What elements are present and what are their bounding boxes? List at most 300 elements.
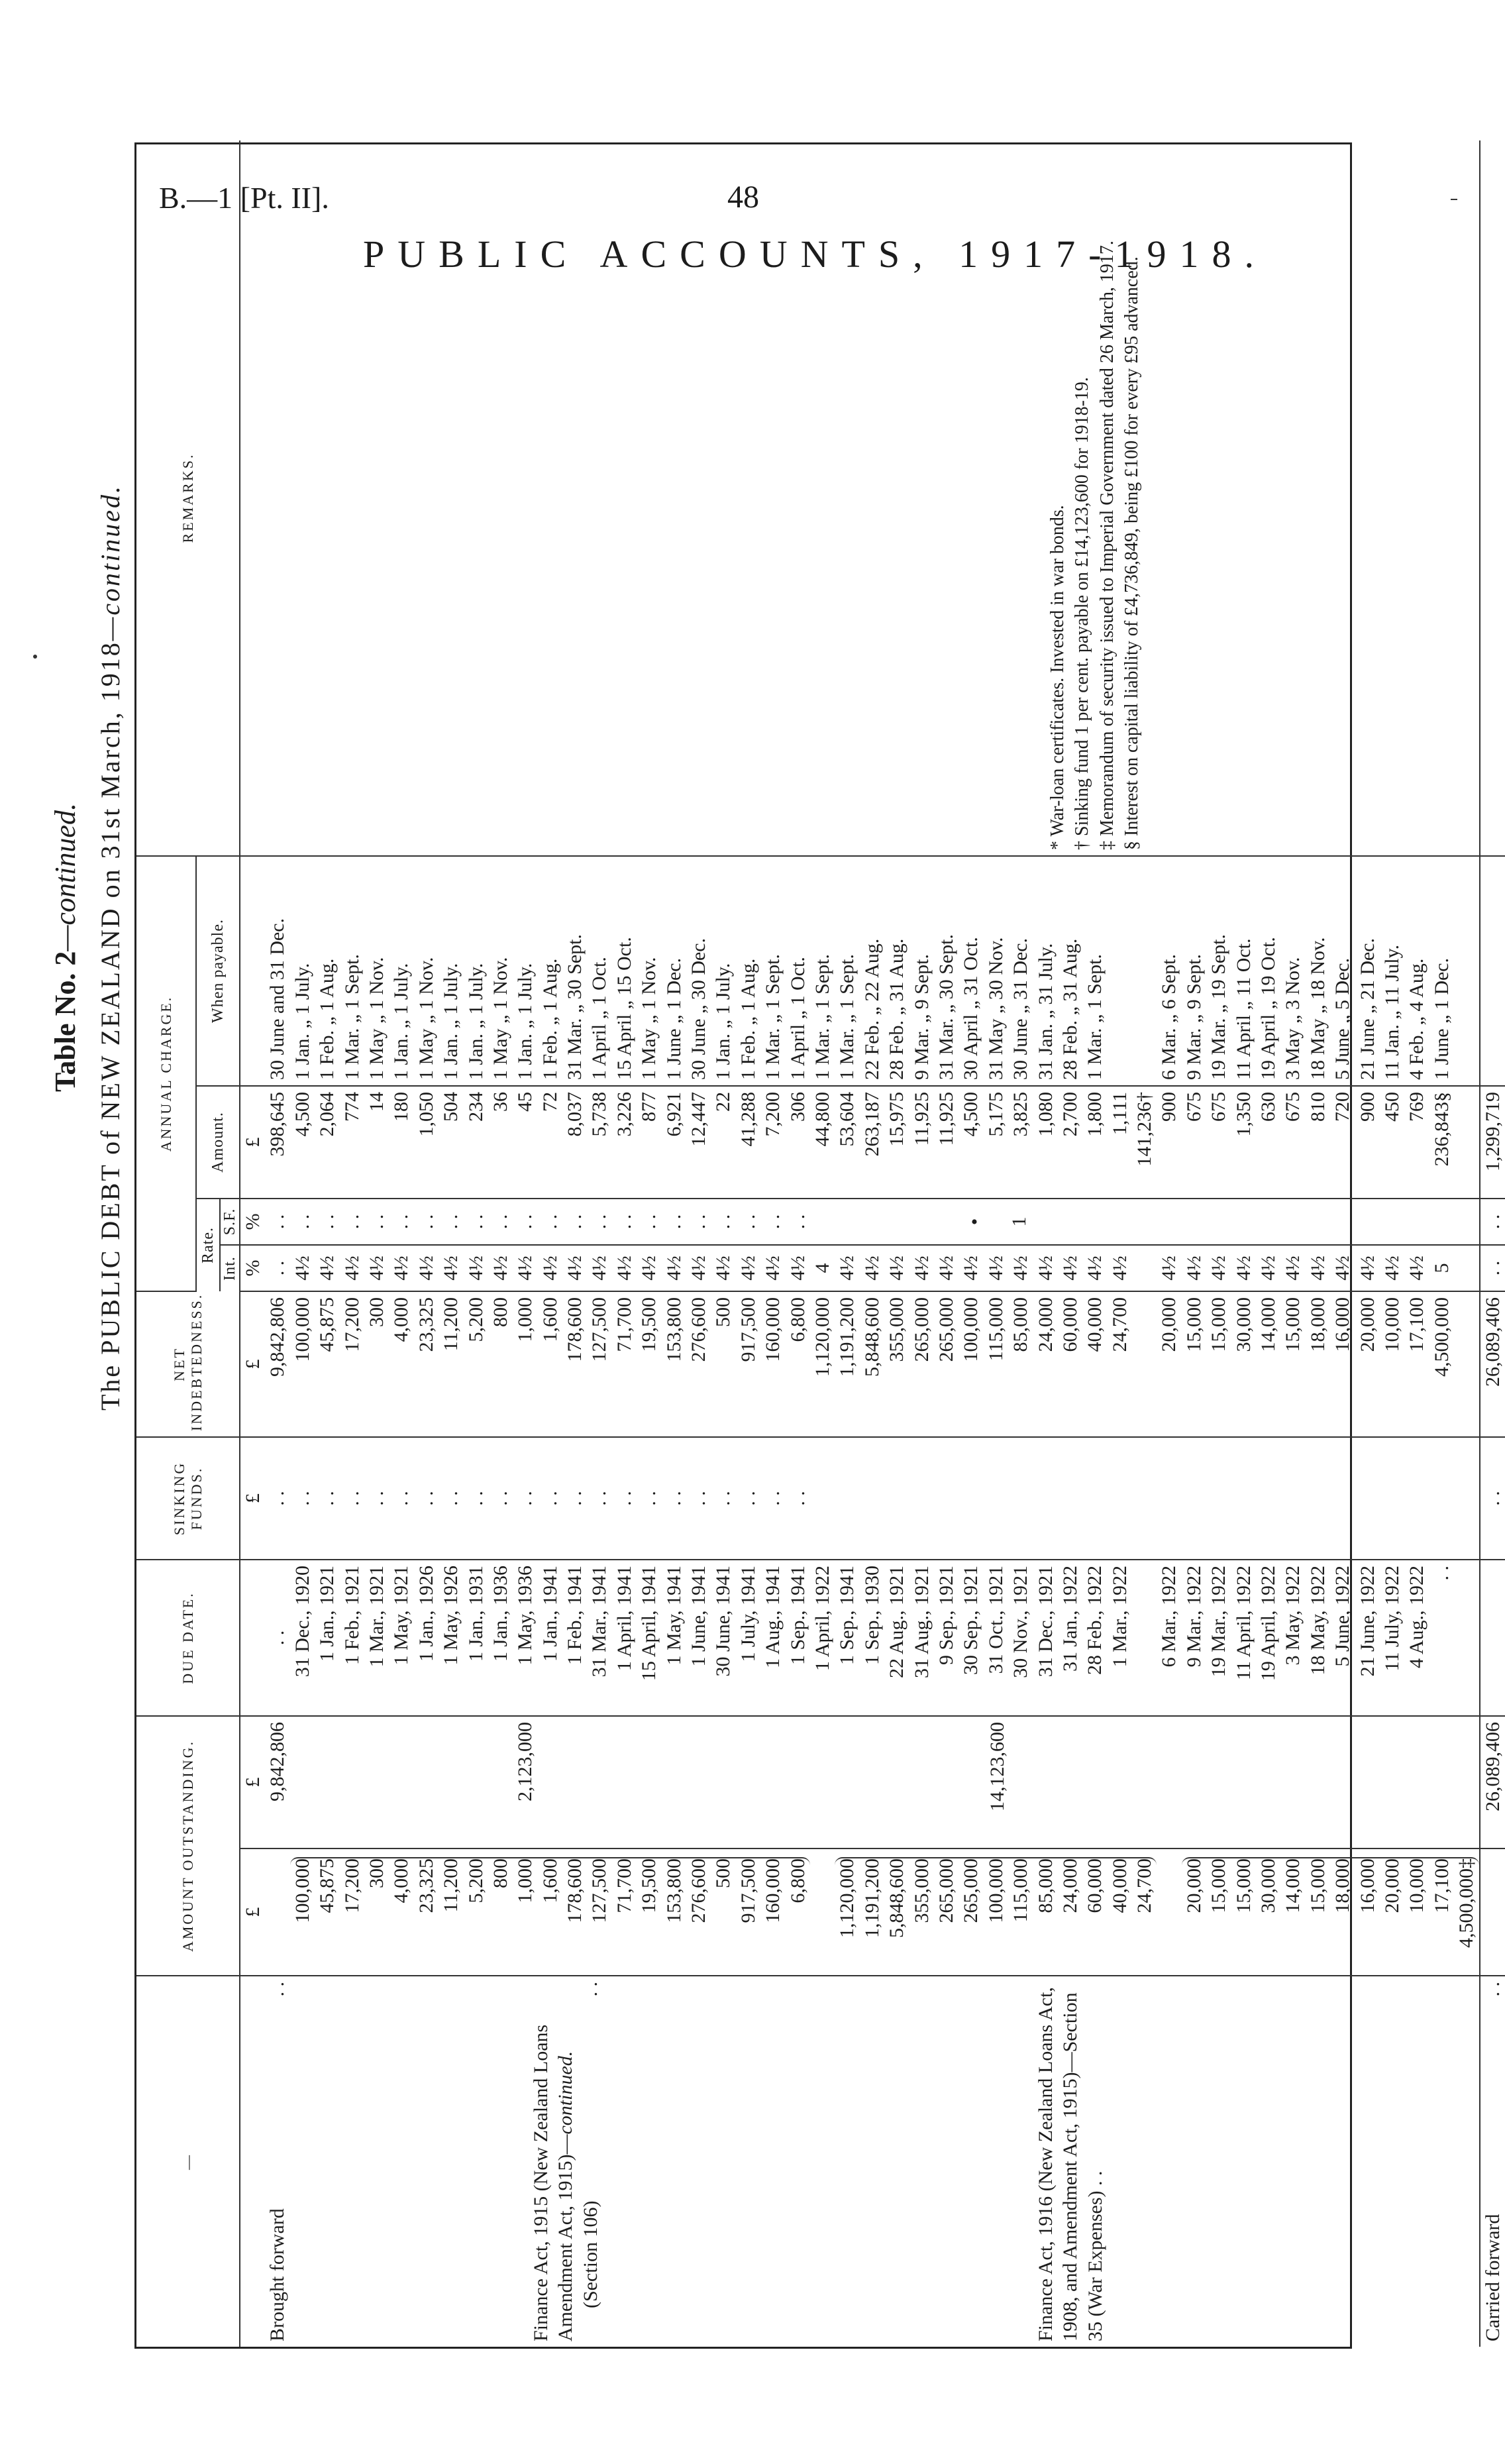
- section1-charge-cell: 877: [638, 1091, 660, 1122]
- section2-charge-cell: 11,925: [910, 1091, 933, 1146]
- remark-war-loan: * War-loan certificates. Invested in war bonds.: [1047, 505, 1068, 850]
- section1-net-cell: 153,800: [662, 1297, 685, 1362]
- section1-sinking-cell: . .: [514, 1491, 537, 1506]
- section2-due-cell: 1 April, 1922: [811, 1565, 833, 1672]
- section1-sf-cell: . .: [340, 1214, 363, 1230]
- section1-payable-cell: 1 April „ 1 Oct.: [588, 957, 611, 1080]
- section2-due-cell: 31 Jan., 1922: [1059, 1565, 1081, 1672]
- remark-sinking-fund: † Sinking fund 1 per cent. payable on £14,123,600 for 1918-19.: [1072, 377, 1093, 850]
- section3-net-cell: 30,000: [1232, 1297, 1255, 1352]
- section2-rate-cell: 4½: [886, 1256, 908, 1281]
- section3-rate-cell: 4½: [1257, 1256, 1280, 1281]
- section2-due-cell: 30 Nov., 1921: [1010, 1565, 1032, 1678]
- section3-rate-cell: 5: [1430, 1263, 1453, 1273]
- pound-unit: £: [242, 1493, 264, 1503]
- section2-net-cell: 24,700: [1108, 1297, 1131, 1352]
- section2-amount-cell: 24,700: [1133, 1858, 1156, 1913]
- section1-sinking-cell: . .: [316, 1491, 338, 1506]
- section1-amount-cell: 19,500: [638, 1858, 660, 1913]
- section2-charge-cell: 5,175: [984, 1091, 1007, 1137]
- section2-payable-cell: 30 June „ 31 Dec.: [1010, 937, 1032, 1080]
- section1-sinking-cell: . .: [688, 1491, 710, 1506]
- when-payable-column: [240, 856, 1480, 1086]
- blank-cell: [909, 1443, 934, 1554]
- section1-charge-cell: 6,921: [662, 1091, 685, 1137]
- section1-charge-cell: 504: [440, 1091, 462, 1122]
- blank-cell: [1058, 1443, 1082, 1554]
- section2-due-cell: 1 Sep., 1941: [836, 1565, 858, 1665]
- section1-subtotal: 2,123,000: [513, 1721, 536, 1801]
- section2-rate-cell: 4½: [836, 1256, 858, 1281]
- blank-cell: [1404, 1443, 1429, 1554]
- section2-payable-cell: 28 Feb. „ 31 Aug.: [886, 938, 908, 1080]
- section1-sf-cell: . .: [638, 1214, 660, 1230]
- section2-charge-cell: 11,925: [935, 1091, 957, 1146]
- blank-cell: [1355, 1443, 1380, 1554]
- header-rate: Rate.: [196, 1199, 220, 1291]
- section1-net-cell: 1,000: [514, 1297, 537, 1342]
- section1-sf-cell: . .: [390, 1214, 413, 1230]
- section3-rate-cell: 4½: [1158, 1256, 1180, 1281]
- carried-forward-row: Carried forward . . 26,089,406 . . 26,089,406 . . . . 1,299,719: [1480, 140, 1505, 2347]
- section1-payable-cell: 1 Mar. „ 1 Sept.: [762, 954, 784, 1080]
- caption-continued: —continued.: [49, 803, 81, 951]
- section2-net-cell: 24,000: [1034, 1297, 1057, 1352]
- page-number: 48: [727, 180, 759, 215]
- section3-amount-cell: 20,000: [1380, 1858, 1403, 1913]
- section3-rate-cell: 4½: [1208, 1256, 1230, 1281]
- section1-rate-cell: 4½: [415, 1256, 437, 1281]
- header-when-payable: When payable.: [196, 856, 240, 1086]
- section1-payable-cell: 1 Jan. „ 1 July.: [390, 963, 413, 1080]
- section2-rate-cell: 4½: [1059, 1256, 1081, 1281]
- section1-sf-cell: . .: [316, 1214, 338, 1230]
- section1-net-cell: 6,800: [786, 1297, 809, 1342]
- section1-payable-cell: 1 Jan. „ 1 July.: [464, 963, 487, 1080]
- section1-payable-cell: 1 May „ 1 Nov.: [638, 957, 660, 1080]
- blank-cell: [1008, 1443, 1033, 1554]
- section2-net-cell: 60,000: [1059, 1297, 1081, 1352]
- pound-unit: £: [242, 1137, 264, 1148]
- section3-net-cell: 20,000: [1356, 1297, 1378, 1352]
- section1-net-cell: 1,600: [539, 1297, 561, 1342]
- section3-due-cell: 3 May, 1922: [1282, 1565, 1304, 1666]
- remark-interest: § Interest on capital liability of £4,736,849, being £100 for every £95 advanced.: [1121, 256, 1143, 850]
- section2-charge-cell: 44,800: [811, 1091, 833, 1147]
- blank-cell: [1256, 1443, 1280, 1554]
- section1-rate-cell: 4½: [688, 1256, 710, 1281]
- section3-payable-cell: 11 April „ 11 Oct.: [1232, 938, 1255, 1080]
- section3-rate-cell: 4½: [1356, 1256, 1378, 1281]
- brought-forward-due: . .: [266, 1630, 289, 1646]
- section1-sf-cell: . .: [291, 1214, 313, 1230]
- section3-title: Finance Act, 1916 (New Zealand Loans Act, 1908, and Amendment Act, 1915)—Section 35 (War Expenses): [1035, 1987, 1106, 2341]
- section3-amount-cell: 16,000: [1356, 1858, 1378, 1913]
- carried-forward-charge: 1,299,719: [1481, 1091, 1504, 1171]
- section1-net-cell: 5,200: [464, 1297, 487, 1342]
- section1-due-cell: 31 Dec., 1920: [291, 1565, 313, 1678]
- section1-title: Finance Act, 1915 (New Zealand Loans Amendment Act, 1915)—: [529, 2024, 577, 2341]
- section3-rate-cell: 4½: [1182, 1256, 1205, 1281]
- section2-payable-cell: 31 May „ 30 Nov.: [984, 937, 1007, 1080]
- section3-due-cell: 11 July, 1922: [1380, 1565, 1403, 1672]
- section2-charge-cell: 2,700: [1059, 1091, 1081, 1137]
- header-due-date: DUE DATE.: [136, 1560, 240, 1716]
- section1-net-cell: 71,700: [613, 1297, 635, 1352]
- section1-amount-cell: 178,600: [564, 1858, 586, 1923]
- section1-payable-cell: 1 May „ 1 Nov.: [415, 957, 437, 1080]
- section2-rate-cell: 4½: [935, 1256, 957, 1281]
- section3-due-cell: 5 June, 1922: [1331, 1565, 1354, 1667]
- section2-net-cell: 85,000: [1010, 1297, 1032, 1352]
- section1-sf-cell: . .: [539, 1214, 561, 1230]
- section2-amount-cell: 24,000: [1059, 1858, 1081, 1913]
- section1-rate-cell: 4½: [662, 1256, 685, 1281]
- section1-sf-cell: . .: [365, 1214, 388, 1230]
- section1-sinking-cell: . .: [365, 1491, 388, 1506]
- blank-cell: [1206, 1443, 1231, 1554]
- section1-amount-cell: 153,800: [662, 1858, 685, 1923]
- section1-sinking-cell: . .: [291, 1491, 313, 1506]
- section2-net-cell: 5,848,600: [860, 1297, 883, 1377]
- header-sinking-funds: SINKING FUNDS.: [136, 1437, 240, 1560]
- section1-amount-cell: 5,200: [464, 1858, 487, 1903]
- remark-memorandum: ‡ Memorandum of security issued to Imperial Government dated 26 March, 1917.: [1096, 241, 1117, 850]
- section3-amount-cell: 30,000: [1257, 1858, 1280, 1913]
- section1-charge-cell: 5,738: [588, 1091, 611, 1137]
- blank-cell: [1157, 1443, 1181, 1554]
- section2-net-cell: 1,120,000: [811, 1297, 833, 1377]
- percent-unit: %: [242, 1259, 264, 1277]
- section1-sinking-cell: . .: [440, 1491, 462, 1506]
- section1-net-cell: 127,500: [588, 1297, 611, 1362]
- section3-payable-cell: 4 Feb. „ 4 Aug.: [1406, 958, 1428, 1080]
- section3-charge-cell: 675: [1282, 1091, 1304, 1122]
- section3-due-cell: 21 June, 1922: [1356, 1565, 1378, 1677]
- section1-sf-cell: . .: [688, 1214, 710, 1230]
- section1-rate-cell: 4½: [514, 1256, 537, 1281]
- blank-cell: [860, 1443, 884, 1554]
- section1-due-cell: 1 May, 1926: [440, 1565, 462, 1666]
- section1-due-cell: 1 Jan., 1926: [415, 1565, 437, 1662]
- header-amount: Amount.: [196, 1086, 240, 1199]
- section1-rate-cell: 4½: [440, 1256, 462, 1281]
- section1-net-cell: 11,200: [440, 1297, 462, 1352]
- section3-amount-cell: 14,000: [1282, 1858, 1304, 1913]
- section2-payable-cell: [1108, 862, 1132, 1080]
- section3-subtotal: 14,123,600: [986, 1721, 1009, 1811]
- section2-rate-cell: 4½: [1108, 1256, 1131, 1281]
- brought-forward-label: Brought forward: [266, 2208, 289, 2341]
- section3-amount-cell: 4,500,000‡: [1455, 1858, 1478, 1948]
- page-header-reference: B.—1 [Pt. II].: [159, 181, 329, 215]
- blank-cell: [1280, 1443, 1305, 1554]
- section1-charge-cell: 22: [712, 1091, 735, 1112]
- section2-due-cell: 31 Dec., 1921: [1034, 1565, 1057, 1678]
- section1-sf-cell: . .: [415, 1214, 437, 1230]
- blank-cell: [984, 1443, 1008, 1554]
- section1-charge-cell: 45: [514, 1091, 537, 1112]
- section3-amount-cell: 17,100: [1430, 1858, 1453, 1913]
- section3-payable-cell: 5 June „ 5 Dec.: [1331, 957, 1354, 1080]
- section1-due-cell: 1 Jan., 1941: [539, 1565, 561, 1662]
- section1-sf-cell: . .: [464, 1214, 487, 1230]
- caption-title-continued: —continued.: [95, 484, 125, 641]
- section1-charge-cell: 1,050: [415, 1091, 437, 1137]
- carried-forward-label: Carried forward: [1481, 2214, 1504, 2341]
- remarks-column: [240, 140, 1480, 856]
- section1-amount-cell: 6,800: [786, 1858, 809, 1903]
- section1-amount-cell: 71,700: [613, 1858, 635, 1913]
- blank-cell: [1082, 1443, 1107, 1554]
- section1-payable-cell: 1 Jan. „ 1 July.: [514, 963, 537, 1080]
- section1-due-cell: 1 June, 1941: [688, 1565, 710, 1667]
- section1-net-cell: 500: [712, 1297, 735, 1327]
- section1-amount-cell: 127,500: [588, 1858, 611, 1923]
- section2-charge-cell: 53,604: [836, 1091, 858, 1147]
- section2-payable-cell: 1 Mar. „ 1 Sept.: [811, 954, 833, 1080]
- section1-sinking-cell: . .: [539, 1491, 561, 1506]
- section3-net-cell: 17,100: [1406, 1297, 1428, 1352]
- section3-amount-cell: 15,000: [1208, 1858, 1230, 1913]
- section3-charge-cell: 236,843§: [1430, 1091, 1453, 1167]
- section2-payable-cell: 9 Mar. „ 9 Sept.: [910, 954, 933, 1080]
- section2-charge-cell: 1,080: [1034, 1091, 1057, 1137]
- section1-title-continued: continued.: [554, 2051, 577, 2135]
- section1-due-cell: 1 Aug., 1941: [762, 1565, 784, 1668]
- blank-cell: [1231, 1443, 1256, 1554]
- section3-net-cell: 15,000: [1282, 1297, 1304, 1352]
- section3-charge-cell: 769: [1406, 1091, 1428, 1122]
- section1-rate-cell: 4½: [564, 1256, 586, 1281]
- section3-amount-cell: 18,000: [1331, 1858, 1354, 1913]
- amount-detail-column: [240, 1848, 1480, 1976]
- section2-rate-cell: 4½: [1034, 1256, 1057, 1281]
- section1-net-cell: 23,325: [415, 1297, 437, 1352]
- blank-cell: [1380, 1443, 1404, 1554]
- carried-forward-net: 26,089,406: [1481, 1297, 1504, 1387]
- section2-amount-cell: 265,000: [960, 1858, 982, 1923]
- section2-net-cell: 1,191,200: [836, 1297, 858, 1377]
- section1-sf-cell: . .: [712, 1214, 735, 1230]
- header-amount-outstanding: AMOUNT OUTSTANDING.: [136, 1716, 240, 1976]
- section1-amount-cell: 100,000: [291, 1858, 313, 1923]
- section1-charge-cell: 3,226: [613, 1091, 635, 1137]
- print-speck: [33, 655, 37, 659]
- section1-rate-cell: 4½: [712, 1256, 735, 1281]
- section2-amount-cell: 5,848,600: [886, 1858, 908, 1938]
- section1-due-cell: 1 May, 1921: [390, 1565, 413, 1666]
- section1-rate-cell: 4½: [613, 1256, 635, 1281]
- section1-payable-cell: 1 Jan. „ 1 July.: [440, 963, 462, 1080]
- section1-net-cell: 917,500: [737, 1297, 759, 1362]
- section2-extra-charge: 141,236†: [1133, 1091, 1156, 1167]
- section2-sf-rate: 1: [1008, 1216, 1031, 1227]
- section1-due-cell: 1 Feb., 1921: [340, 1565, 363, 1665]
- section1-sinking-cell: . .: [638, 1491, 660, 1506]
- section1-rate-cell: 4½: [588, 1256, 611, 1281]
- section3-due-cell: 6 Mar., 1922: [1158, 1565, 1180, 1668]
- section3-net-cell: 15,000: [1208, 1297, 1230, 1352]
- section1-payable-cell: 1 June „ 1 Dec.: [662, 957, 685, 1080]
- section3-rate-cell: 4½: [1406, 1256, 1428, 1281]
- section1-sinking-cell: . .: [613, 1491, 635, 1506]
- section1-ref: (Section 106): [579, 2200, 601, 2308]
- header-rate-sf: S.F.: [220, 1199, 240, 1245]
- section3-payable-cell: 19 Mar. „ 19 Sept.: [1208, 934, 1230, 1080]
- section3-payable-cell: 11 Jan. „ 11 July.: [1380, 944, 1403, 1080]
- net-indebtedness-column: [240, 1291, 1480, 1437]
- section2-due-cell: 31 Aug., 1921: [910, 1565, 933, 1678]
- section1-sinking-cell: . .: [737, 1491, 759, 1506]
- section3-net-cell: 15,000: [1182, 1297, 1205, 1352]
- section1-net-cell: 19,500: [638, 1297, 660, 1352]
- section3-net-cell: 16,000: [1331, 1297, 1354, 1352]
- section1-due-cell: 15 April, 1941: [638, 1565, 660, 1682]
- section3-rate-cell: 4½: [1331, 1256, 1354, 1281]
- due-date-column: [240, 1560, 1480, 1716]
- section1-rate-cell: 4½: [464, 1256, 487, 1281]
- section1-sf-cell: . .: [737, 1214, 759, 1230]
- section2-amount-cell: 60,000: [1084, 1858, 1106, 1913]
- blank-cell: [1306, 1443, 1330, 1554]
- section3-due-cell: 9 Mar., 1922: [1182, 1565, 1205, 1668]
- section1-rate-cell: 4½: [390, 1256, 413, 1281]
- blank-cell: [959, 1443, 983, 1554]
- table-caption: [42, 252, 132, 1643]
- section1-amount-cell: 917,500: [737, 1858, 759, 1923]
- section1-sinking-cell: . .: [464, 1491, 487, 1506]
- section1-charge-cell: 12,447: [688, 1091, 710, 1147]
- pound-unit: £: [242, 1777, 264, 1788]
- section2-charge-cell: 1,800: [1084, 1091, 1106, 1137]
- section2-net-cell: 40,000: [1084, 1297, 1106, 1352]
- section1-sf-cell: . .: [489, 1214, 511, 1230]
- section1-rate-cell: 4½: [489, 1256, 511, 1281]
- section2-dot-marker: •: [963, 1218, 986, 1226]
- section3-payable-cell: 3 May „ 3 Nov.: [1282, 957, 1304, 1080]
- section1-net-cell: 178,600: [564, 1297, 586, 1362]
- blank-cell: [1330, 1443, 1355, 1554]
- section1-charge-cell: 774: [340, 1091, 363, 1122]
- section2-net-cell: 265,000: [935, 1297, 957, 1362]
- section1-payable-cell: 1 May „ 1 Nov.: [489, 957, 511, 1080]
- section2-rate-cell: 4½: [1084, 1256, 1106, 1281]
- section2-rate-cell: 4½: [910, 1256, 933, 1281]
- section3-rate-cell: 4½: [1282, 1256, 1304, 1281]
- sinking-funds-column: [240, 1437, 1480, 1560]
- section2-charge-cell: 1,111: [1108, 1091, 1131, 1136]
- caption-title: The PUBLIC DEBT of NEW ZEALAND on 31st March, 1918: [95, 641, 125, 1411]
- section3-amount-cell: 15,000: [1232, 1858, 1255, 1913]
- section3-charge-cell: 450: [1380, 1091, 1403, 1122]
- section1-sinking-cell: . .: [588, 1491, 611, 1506]
- section3-net-cell: 18,000: [1306, 1297, 1329, 1352]
- section1-due-cell: 1 April, 1941: [613, 1565, 635, 1672]
- section1-rate-cell: 4½: [539, 1256, 561, 1281]
- section1-sf-cell: . .: [662, 1214, 685, 1230]
- section1-net-cell: 300: [365, 1297, 388, 1327]
- section1-amount-cell: 800: [489, 1858, 511, 1888]
- section2-due-cell: 31 Oct., 1921: [984, 1565, 1007, 1674]
- section2-amount-cell: 115,000: [1010, 1858, 1032, 1923]
- section2-amount-cell: 1,120,000: [836, 1858, 858, 1938]
- page-title: PUBLIC ACCOUNTS, 1917-1918.: [363, 233, 1267, 276]
- section3-payable-cell: 9 Mar. „ 9 Sept.: [1182, 954, 1205, 1080]
- section3-due-cell: 19 Mar., 1922: [1208, 1565, 1230, 1678]
- section1-due-cell: 1 Jan., 1931: [464, 1565, 487, 1662]
- section3-payable-cell: 21 June „ 21 Dec.: [1356, 937, 1378, 1080]
- section1-amount-cell: 4,000: [390, 1858, 413, 1903]
- brought-forward-amount: 9,842,806: [266, 1721, 289, 1801]
- section2-charge-cell: 4,500: [960, 1091, 982, 1137]
- section3-rate-cell: 4½: [1380, 1256, 1403, 1281]
- section2-rate-cell: 4½: [960, 1256, 982, 1281]
- brought-forward-net: 9,842,806: [266, 1297, 289, 1377]
- section1-net-cell: 160,000: [762, 1297, 784, 1362]
- section3-payable-cell: 6 Mar. „ 6 Sept.: [1158, 954, 1180, 1080]
- blank-cell: [1033, 1443, 1058, 1554]
- header-net-indebtedness: NET INDEBTEDNESS.: [136, 1291, 240, 1437]
- section2-due-cell: 9 Sep., 1921: [935, 1565, 957, 1665]
- amount-total-column: [240, 1716, 1480, 1848]
- section3-amount-cell: 15,000: [1306, 1858, 1329, 1913]
- section1-sinking-cell: . .: [489, 1491, 511, 1506]
- section3-charge-cell: 900: [1356, 1091, 1378, 1122]
- section1-amount-cell: 160,000: [762, 1858, 784, 1923]
- public-debt-table: [134, 142, 1504, 2349]
- section2-amount-cell: 85,000: [1034, 1858, 1057, 1913]
- section1-payable-cell: 31 Mar. „ 30 Sept.: [564, 934, 586, 1080]
- section1-net-cell: 100,000: [291, 1297, 313, 1362]
- section3-net-cell: 4,500,000: [1430, 1297, 1453, 1377]
- section1-amount-cell: 11,200: [440, 1858, 462, 1913]
- section1-net-cell: 17,200: [340, 1297, 363, 1352]
- section1-charge-cell: 2,064: [316, 1091, 338, 1137]
- section1-rate-cell: 4½: [638, 1256, 660, 1281]
- section2-rate-cell: 4: [811, 1263, 833, 1273]
- blank-cell: [835, 1443, 859, 1554]
- section1-charge-cell: 36: [489, 1091, 511, 1112]
- header-remarks: REMARKS.: [136, 140, 240, 856]
- section1-sinking-cell: . .: [712, 1491, 735, 1506]
- section2-net-cell: 115,000: [984, 1297, 1007, 1362]
- carried-forward-sinking: . .: [1481, 1491, 1504, 1506]
- rate-int-column: [240, 1245, 1480, 1291]
- section3-net-cell: 20,000: [1158, 1297, 1180, 1352]
- section2-amount-cell: 355,000: [910, 1858, 933, 1923]
- section1-payable-cell: 1 Mar. „ 1 Sept.: [340, 954, 363, 1080]
- section2-payable-cell: 22 Feb. „ 22 Aug.: [860, 938, 883, 1080]
- section1-net-cell: 4,000: [390, 1297, 413, 1342]
- section1-sinking-cell: . .: [662, 1491, 685, 1506]
- section1-payable-cell: 1 Jan. „ 1 July.: [712, 963, 735, 1080]
- description-column: [240, 1976, 1480, 2347]
- section1-payable-cell: 15 April „ 15 Oct.: [613, 937, 635, 1080]
- annual-amount-column: [240, 1086, 1480, 1199]
- section1-rate-cell: 4½: [365, 1256, 388, 1281]
- section1-amount-cell: 1,000: [514, 1858, 537, 1903]
- section1-charge-cell: 72: [539, 1091, 561, 1112]
- section2-payable-cell: 31 Jan. „ 31 July.: [1034, 943, 1057, 1080]
- section3-due-cell: . .: [1430, 1565, 1453, 1581]
- section3-charge-cell: 630: [1257, 1091, 1280, 1122]
- carried-forward-sf: . .: [1481, 1214, 1504, 1230]
- section2-charge-cell: 15,975: [886, 1091, 908, 1147]
- section3-amount-cell: 10,000: [1406, 1858, 1428, 1913]
- section2-amount-cell: 40,000: [1108, 1858, 1131, 1913]
- section1-amount-cell: 45,875: [316, 1858, 338, 1913]
